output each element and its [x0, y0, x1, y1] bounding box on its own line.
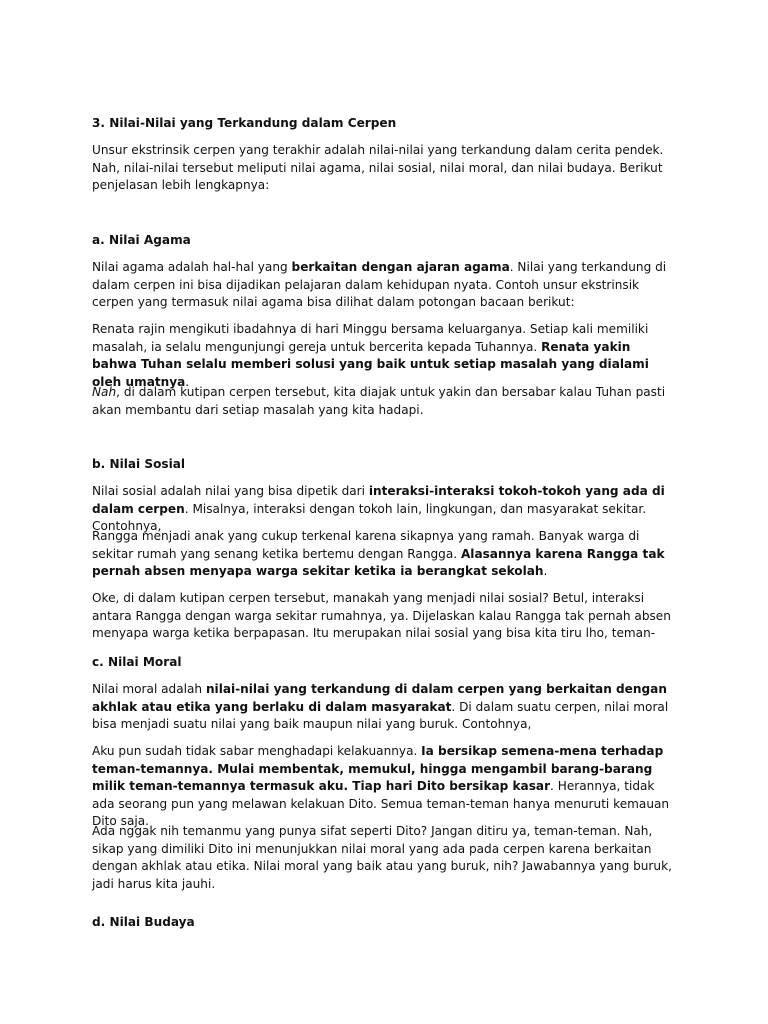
sosial-paragraph-1: Nilai sosial adalah nilai yang bisa dipetik dari interaksi-interaksi tokoh-tokoh yang ada di dalam cerpen. Misalnya, interaksi dengan tokoh lain, lingkungan, dan masyarakat sekitar. Contohnya,	[92, 484, 665, 533]
heading-nilai-moral: c. Nilai Moral	[92, 655, 182, 669]
agama-paragraph-1: Nilai agama adalah hal-hal yang berkaitan dengan ajaran agama. Nilai yang terkandung di dalam cerpen ini bisa dijadikan pelajaran dalam kehidupan nyata. Contoh unsur ekstrinsik cerpen yang termasuk nilai agama bisa dilihat dalam potongan bacaan berikut:	[92, 260, 667, 309]
sosial-example-quote: Rangga menjadi anak yang cukup terkenal karena sikapnya yang ramah. Banyak warga di sekitar rumah yang senang ketika bertemu dengan Rangga. Alasannya karena Rangga tak pernah absen menyapa warga sekitar ketika ia berangkat sekolah.	[92, 529, 665, 578]
heading-nilai-sosial: b. Nilai Sosial	[92, 457, 186, 471]
moral-example-quote: Aku pun sudah tidak sabar menghadapi kelakuannya. Ia bersikap semena-mena terhadap teman-temannya. Mulai membentak, memukul, hingga mengambil barang-barang milik teman-temannya termasuk aku. Tiap hari Dito bersikap kasar. Herannya, tidak ada seorang pun yang melawan kelakuan Dito. Semua teman-teman hanya menuruti kemauan Dito saja.	[92, 744, 670, 828]
agama-paragraph-2: Nah, di dalam kutipan cerpen tersebut, kita diajak untuk yakin dan bersabar kalau Tuhan pasti akan membantu dari setiap masalah yang kita hadapi.	[92, 385, 666, 417]
moral-paragraph-2: Ada nggak nih temanmu yang punya sifat seperti Dito? Jangan ditiru ya, teman-teman. Nah, sikap yang dimiliki Dito ini menunjukkan nilai moral yang ada pada cerpen karena berkaitan dengan akhlak atau etika. Nilai moral yang baik atau yang buruk, nih? Jawabannya yang buruk, jadi harus kita jauhi.	[92, 824, 672, 891]
heading-nilai-budaya: d. Nilai Budaya	[92, 915, 195, 929]
moral-paragraph-1: Nilai moral adalah nilai-nilai yang terkandung di dalam cerpen yang berkaitan dengan akhlak atau etika yang berlaku di dalam masyarakat. Di dalam suatu cerpen, nilai moral bisa menjadi suatu nilai yang baik maupun nilai yang buruk. Contohnya,	[92, 682, 669, 731]
section-heading-nilai: 3. Nilai-Nilai yang Terkandung dalam Cerpen	[92, 116, 397, 130]
agama-example-quote: Renata rajin mengikuti ibadahnya di hari Minggu bersama keluarganya. Setiap kali memiliki masalah, ia selalu mengunjungi gereja untuk bercerita kepada Tuhannya. Renata yakin bahwa Tuhan selalu memberi solusi yang baik untuk setiap masalah yang dialami oleh umatnya.	[92, 322, 649, 389]
intro-paragraph: Unsur ekstrinsik cerpen yang terakhir adalah nilai-nilai yang terkandung dalam cerita pendek. Nah, nilai-nilai tersebut meliputi nilai agama, nilai sosial, nilai moral, dan nilai budaya. Berikut penjelasan lebih lengkapnya:	[92, 143, 664, 192]
sosial-paragraph-2: Oke, di dalam kutipan cerpen tersebut, manakah yang menjadi nilai sosial? Betul, interaksi antara Rangga dengan warga sekitar rumahnya, ya. Dijelaskan kalau Rangga tak pernah absen menyapa warga ketika berpapasan. Itu merupakan nilai sosial yang bisa kita tiru lho, teman-	[92, 591, 671, 640]
heading-nilai-agama: a. Nilai Agama	[92, 233, 191, 247]
